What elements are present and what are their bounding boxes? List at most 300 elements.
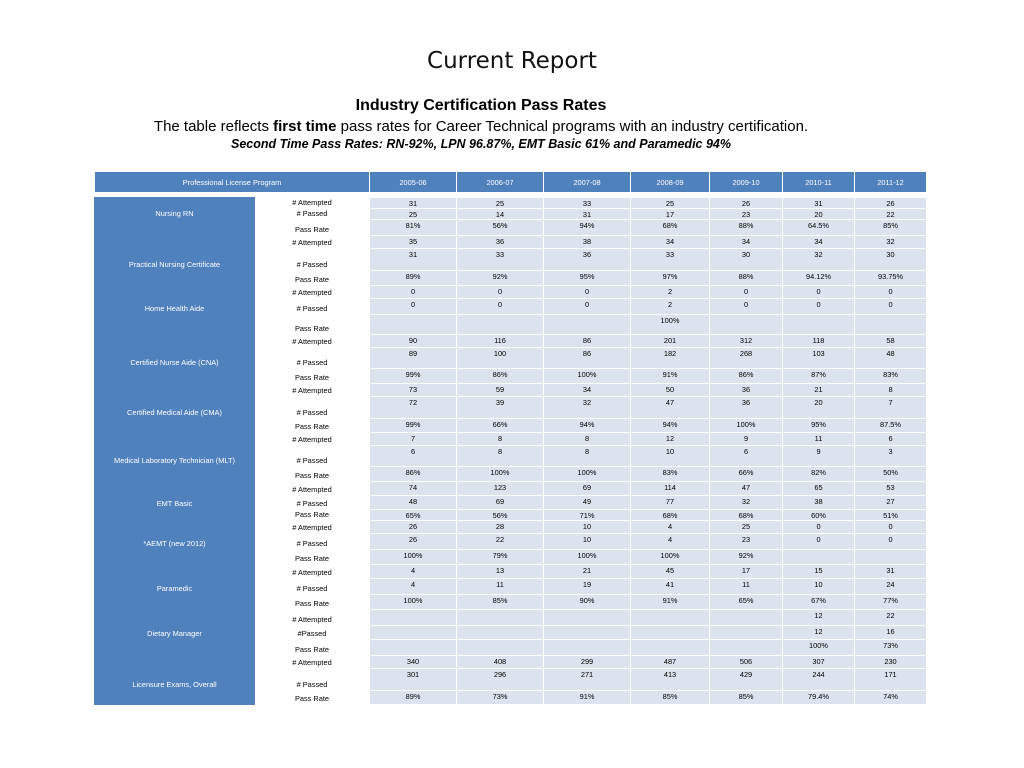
- value-cell: 14: [457, 209, 544, 220]
- value-cell: 34: [544, 384, 631, 397]
- value-cell: 17: [710, 565, 783, 579]
- value-cell: 100%: [370, 550, 457, 565]
- metric-label: Pass Rate: [255, 595, 370, 610]
- value-cell: 86: [544, 348, 631, 369]
- value-cell: 0: [855, 299, 927, 315]
- value-cell: 86%: [370, 467, 457, 482]
- value-cell: 0: [457, 299, 544, 315]
- value-cell: 67%: [783, 595, 855, 610]
- table-row: [95, 397, 927, 419]
- program-name: Paramedic: [95, 579, 255, 595]
- value-cell: 65: [783, 482, 855, 496]
- value-cell: 171: [855, 669, 927, 691]
- program-cell: [95, 595, 255, 610]
- value-cell: 48: [855, 348, 927, 369]
- value-cell: 22: [855, 610, 927, 626]
- program-name: Licensure Exams, Overall: [95, 669, 255, 691]
- page-title: Current Report: [427, 48, 597, 74]
- value-cell: 38: [783, 496, 855, 510]
- value-cell: 0: [544, 299, 631, 315]
- value-cell: 9: [783, 446, 855, 467]
- program-cell: [95, 521, 255, 534]
- metric-label: Pass Rate: [255, 271, 370, 286]
- value-cell: 47: [710, 482, 783, 496]
- value-cell: 118: [783, 335, 855, 348]
- value-cell: 56%: [457, 220, 544, 236]
- value-cell: 92%: [710, 550, 783, 565]
- value-cell: 11: [457, 579, 544, 595]
- header-year: 2008-09: [631, 172, 710, 193]
- value-cell: 81%: [370, 220, 457, 236]
- metric-label: Pass Rate: [255, 510, 370, 521]
- metric-label: # Attempted: [255, 565, 370, 579]
- value-cell: 26: [370, 534, 457, 550]
- value-cell: 268: [710, 348, 783, 369]
- table-row: [95, 669, 927, 691]
- program-name: Nursing RN: [95, 209, 255, 220]
- value-cell: 10: [783, 579, 855, 595]
- value-cell: [544, 640, 631, 656]
- value-cell: 94%: [631, 419, 710, 433]
- value-cell: 6: [710, 446, 783, 467]
- value-cell: 12: [783, 626, 855, 640]
- value-cell: 244: [783, 669, 855, 691]
- metric-label: Pass Rate: [255, 220, 370, 236]
- value-cell: 100%: [631, 315, 710, 335]
- table-row: [95, 220, 927, 236]
- value-cell: 26: [855, 198, 927, 209]
- value-cell: 93.75%: [855, 271, 927, 286]
- program-cell: [95, 315, 255, 335]
- table-row: [95, 510, 927, 521]
- table-row: [95, 315, 927, 335]
- program-cell: [95, 220, 255, 236]
- value-cell: 31: [783, 198, 855, 209]
- metric-label: # Attempted: [255, 482, 370, 496]
- value-cell: 6: [370, 446, 457, 467]
- value-cell: 36: [544, 249, 631, 271]
- value-cell: 58: [855, 335, 927, 348]
- value-cell: 36: [457, 236, 544, 249]
- value-cell: 85%: [631, 691, 710, 705]
- metric-label: # Passed: [255, 299, 370, 315]
- value-cell: [631, 610, 710, 626]
- table-row: [95, 299, 927, 315]
- value-cell: 94%: [544, 220, 631, 236]
- value-cell: 100%: [710, 419, 783, 433]
- metric-label: # Attempted: [255, 656, 370, 669]
- value-cell: 31: [370, 198, 457, 209]
- program-cell: [95, 384, 255, 397]
- value-cell: 33: [631, 249, 710, 271]
- value-cell: 31: [544, 209, 631, 220]
- value-cell: 39: [457, 397, 544, 419]
- value-cell: 72: [370, 397, 457, 419]
- program-cell: [95, 198, 255, 209]
- second-time-pass-rates: Second Time Pass Rates: RN-92%, LPN 96.87%, EMT Basic 61% and Paramedic 94%: [231, 137, 731, 151]
- value-cell: 34: [631, 236, 710, 249]
- value-cell: 8: [457, 446, 544, 467]
- report-subtitle: [0, 118, 962, 135]
- value-cell: 36: [710, 384, 783, 397]
- value-cell: 22: [855, 209, 927, 220]
- value-cell: [370, 626, 457, 640]
- table-row: [95, 249, 927, 271]
- value-cell: 0: [783, 286, 855, 299]
- table-row: [95, 550, 927, 565]
- program-cell: [95, 482, 255, 496]
- metric-label: # Attempted: [255, 286, 370, 299]
- program-name: EMT Basic: [95, 496, 255, 510]
- value-cell: [544, 626, 631, 640]
- value-cell: 487: [631, 656, 710, 669]
- value-cell: 26: [370, 521, 457, 534]
- value-cell: [710, 610, 783, 626]
- value-cell: 17: [631, 209, 710, 220]
- value-cell: 2: [631, 286, 710, 299]
- value-cell: 11: [783, 433, 855, 446]
- metric-label: Pass Rate: [255, 315, 370, 335]
- value-cell: 83%: [631, 467, 710, 482]
- value-cell: 0: [783, 521, 855, 534]
- table-row: [95, 236, 927, 249]
- table-row: [95, 348, 927, 369]
- value-cell: [457, 610, 544, 626]
- value-cell: 68%: [631, 220, 710, 236]
- value-cell: 32: [544, 397, 631, 419]
- program-name: Dietary Manager: [95, 626, 255, 640]
- program-cell: [95, 610, 255, 626]
- table-row: [95, 433, 927, 446]
- value-cell: [783, 315, 855, 335]
- header-year: 2011-12: [855, 172, 927, 193]
- value-cell: 36: [710, 397, 783, 419]
- program-name: Medical Laboratory Technician (MLT): [95, 446, 255, 467]
- table-row: [95, 595, 927, 610]
- table-row: [95, 579, 927, 595]
- value-cell: 33: [544, 198, 631, 209]
- value-cell: 0: [855, 286, 927, 299]
- value-cell: 32: [783, 249, 855, 271]
- value-cell: 100%: [631, 550, 710, 565]
- value-cell: 12: [783, 610, 855, 626]
- value-cell: 296: [457, 669, 544, 691]
- value-cell: 64.5%: [783, 220, 855, 236]
- value-cell: 7: [370, 433, 457, 446]
- value-cell: [631, 640, 710, 656]
- program-cell: [95, 286, 255, 299]
- metric-label: # Attempted: [255, 236, 370, 249]
- metric-label: # Passed: [255, 397, 370, 419]
- value-cell: 41: [631, 579, 710, 595]
- value-cell: 94%: [544, 419, 631, 433]
- value-cell: 88%: [710, 271, 783, 286]
- program-cell: [95, 433, 255, 446]
- value-cell: 100%: [544, 467, 631, 482]
- value-cell: [370, 640, 457, 656]
- table-row: [95, 482, 927, 496]
- value-cell: [631, 626, 710, 640]
- program-cell: [95, 510, 255, 521]
- metric-label: # Passed: [255, 209, 370, 220]
- value-cell: 312: [710, 335, 783, 348]
- value-cell: 33: [457, 249, 544, 271]
- value-cell: 38: [544, 236, 631, 249]
- program-cell: [95, 550, 255, 565]
- value-cell: 11: [710, 579, 783, 595]
- value-cell: 0: [855, 534, 927, 550]
- value-cell: 47: [631, 397, 710, 419]
- header-year: 2005-06: [370, 172, 457, 193]
- value-cell: 0: [370, 286, 457, 299]
- value-cell: [457, 315, 544, 335]
- value-cell: 3: [855, 446, 927, 467]
- value-cell: 30: [855, 249, 927, 271]
- value-cell: 83%: [855, 369, 927, 384]
- value-cell: [855, 315, 927, 335]
- value-cell: 100: [457, 348, 544, 369]
- value-cell: 66%: [457, 419, 544, 433]
- value-cell: 87%: [783, 369, 855, 384]
- metric-label: # Passed: [255, 446, 370, 467]
- value-cell: 87.5%: [855, 419, 927, 433]
- value-cell: 506: [710, 656, 783, 669]
- value-cell: 23: [710, 209, 783, 220]
- value-cell: 74: [370, 482, 457, 496]
- value-cell: 25: [710, 521, 783, 534]
- table-row: [95, 335, 927, 348]
- value-cell: [457, 626, 544, 640]
- value-cell: 429: [710, 669, 783, 691]
- value-cell: 91%: [544, 691, 631, 705]
- value-cell: 82%: [783, 467, 855, 482]
- table-row: [95, 369, 927, 384]
- header-year: 2006-07: [457, 172, 544, 193]
- value-cell: 8: [855, 384, 927, 397]
- value-cell: 8: [544, 446, 631, 467]
- program-cell: [95, 236, 255, 249]
- value-cell: 99%: [370, 419, 457, 433]
- value-cell: [710, 626, 783, 640]
- value-cell: 88%: [710, 220, 783, 236]
- table-row: [95, 691, 927, 705]
- program-cell: [95, 656, 255, 669]
- value-cell: 92%: [457, 271, 544, 286]
- value-cell: 4: [631, 534, 710, 550]
- value-cell: 73: [370, 384, 457, 397]
- program-cell: [95, 369, 255, 384]
- value-cell: 21: [783, 384, 855, 397]
- value-cell: 114: [631, 482, 710, 496]
- value-cell: 86%: [710, 369, 783, 384]
- subtitle-bold: first time: [273, 118, 337, 135]
- value-cell: [783, 550, 855, 565]
- value-cell: 9: [710, 433, 783, 446]
- metric-label: # Passed: [255, 579, 370, 595]
- value-cell: 34: [783, 236, 855, 249]
- value-cell: 90%: [544, 595, 631, 610]
- value-cell: 0: [710, 299, 783, 315]
- program-name: Home Health Aide: [95, 299, 255, 315]
- program-name: Certified Medical Aide (CMA): [95, 397, 255, 419]
- value-cell: 21: [544, 565, 631, 579]
- value-cell: 116: [457, 335, 544, 348]
- value-cell: 73%: [457, 691, 544, 705]
- value-cell: 95%: [783, 419, 855, 433]
- value-cell: 6: [855, 433, 927, 446]
- value-cell: 100%: [457, 467, 544, 482]
- value-cell: 50%: [855, 467, 927, 482]
- value-cell: 20: [783, 209, 855, 220]
- value-cell: 79%: [457, 550, 544, 565]
- metric-label: Pass Rate: [255, 419, 370, 433]
- value-cell: 89%: [370, 691, 457, 705]
- table-row: [95, 198, 927, 209]
- table-row: [95, 496, 927, 510]
- metric-label: # Passed: [255, 249, 370, 271]
- table-row: [95, 656, 927, 669]
- value-cell: 60%: [783, 510, 855, 521]
- metric-label: # Passed: [255, 669, 370, 691]
- value-cell: 201: [631, 335, 710, 348]
- value-cell: 100%: [783, 640, 855, 656]
- value-cell: 30: [710, 249, 783, 271]
- program-cell: [95, 335, 255, 348]
- value-cell: 0: [457, 286, 544, 299]
- value-cell: 77%: [855, 595, 927, 610]
- value-cell: 299: [544, 656, 631, 669]
- value-cell: [710, 315, 783, 335]
- value-cell: 68%: [710, 510, 783, 521]
- value-cell: 271: [544, 669, 631, 691]
- metric-label: Pass Rate: [255, 550, 370, 565]
- metric-label: Pass Rate: [255, 640, 370, 656]
- value-cell: 19: [544, 579, 631, 595]
- value-cell: 8: [544, 433, 631, 446]
- value-cell: 90: [370, 335, 457, 348]
- value-cell: 12: [631, 433, 710, 446]
- value-cell: 301: [370, 669, 457, 691]
- metric-label: # Passed: [255, 496, 370, 510]
- value-cell: 0: [710, 286, 783, 299]
- metric-label: # Attempted: [255, 384, 370, 397]
- value-cell: 13: [457, 565, 544, 579]
- table-row: [95, 565, 927, 579]
- value-cell: 15: [783, 565, 855, 579]
- header-year: 2009-10: [710, 172, 783, 193]
- value-cell: 85%: [710, 691, 783, 705]
- metric-label: # Attempted: [255, 198, 370, 209]
- value-cell: 94.12%: [783, 271, 855, 286]
- value-cell: 91%: [631, 369, 710, 384]
- value-cell: 56%: [457, 510, 544, 521]
- program-cell: [95, 565, 255, 579]
- table-row: [95, 521, 927, 534]
- value-cell: [370, 610, 457, 626]
- metric-label: Pass Rate: [255, 369, 370, 384]
- table-row: [95, 467, 927, 482]
- value-cell: 79.4%: [783, 691, 855, 705]
- subtitle-post: pass rates for Career Technical programs with an industry certification.: [336, 118, 809, 135]
- value-cell: 103: [783, 348, 855, 369]
- program-cell: [95, 419, 255, 433]
- table-row: [95, 286, 927, 299]
- table-row: [95, 419, 927, 433]
- value-cell: 7: [855, 397, 927, 419]
- table-row: [95, 209, 927, 220]
- pass-rates-table: [94, 171, 927, 705]
- value-cell: [855, 550, 927, 565]
- table-row: [95, 626, 927, 640]
- program-cell: [95, 691, 255, 705]
- value-cell: 100%: [544, 369, 631, 384]
- value-cell: 68%: [631, 510, 710, 521]
- value-cell: 31: [370, 249, 457, 271]
- value-cell: 32: [710, 496, 783, 510]
- metric-label: Pass Rate: [255, 467, 370, 482]
- metric-label: # Attempted: [255, 335, 370, 348]
- metric-label: # Passed: [255, 348, 370, 369]
- value-cell: 25: [370, 209, 457, 220]
- value-cell: 10: [631, 446, 710, 467]
- value-cell: 0: [783, 534, 855, 550]
- value-cell: 413: [631, 669, 710, 691]
- value-cell: 4: [370, 565, 457, 579]
- value-cell: 10: [544, 534, 631, 550]
- value-cell: 22: [457, 534, 544, 550]
- value-cell: 65%: [710, 595, 783, 610]
- value-cell: 85%: [457, 595, 544, 610]
- value-cell: 0: [855, 521, 927, 534]
- value-cell: 65%: [370, 510, 457, 521]
- value-cell: 69: [457, 496, 544, 510]
- value-cell: 2: [631, 299, 710, 315]
- value-cell: 66%: [710, 467, 783, 482]
- value-cell: 28: [457, 521, 544, 534]
- metric-label: # Attempted: [255, 610, 370, 626]
- program-cell: [95, 467, 255, 482]
- value-cell: 77: [631, 496, 710, 510]
- value-cell: 86: [544, 335, 631, 348]
- value-cell: 71%: [544, 510, 631, 521]
- value-cell: 69: [544, 482, 631, 496]
- value-cell: 74%: [855, 691, 927, 705]
- value-cell: 59: [457, 384, 544, 397]
- program-cell: [95, 271, 255, 286]
- value-cell: 31: [855, 565, 927, 579]
- value-cell: 99%: [370, 369, 457, 384]
- metric-label: Pass Rate: [255, 691, 370, 705]
- table-row: [95, 446, 927, 467]
- value-cell: 0: [783, 299, 855, 315]
- value-cell: 86%: [457, 369, 544, 384]
- value-cell: 25: [457, 198, 544, 209]
- table-row: [95, 271, 927, 286]
- value-cell: 35: [370, 236, 457, 249]
- subtitle-pre: The table reflects: [153, 118, 274, 135]
- value-cell: 27: [855, 496, 927, 510]
- value-cell: 0: [370, 299, 457, 315]
- value-cell: 34: [710, 236, 783, 249]
- value-cell: 48: [370, 496, 457, 510]
- program-name: *AEMT (new 2012): [95, 534, 255, 550]
- value-cell: 23: [710, 534, 783, 550]
- report-heading: Industry Certification Pass Rates: [355, 97, 607, 114]
- table-row: [95, 384, 927, 397]
- value-cell: 100%: [370, 595, 457, 610]
- value-cell: 26: [710, 198, 783, 209]
- header-year: 2007-08: [544, 172, 631, 193]
